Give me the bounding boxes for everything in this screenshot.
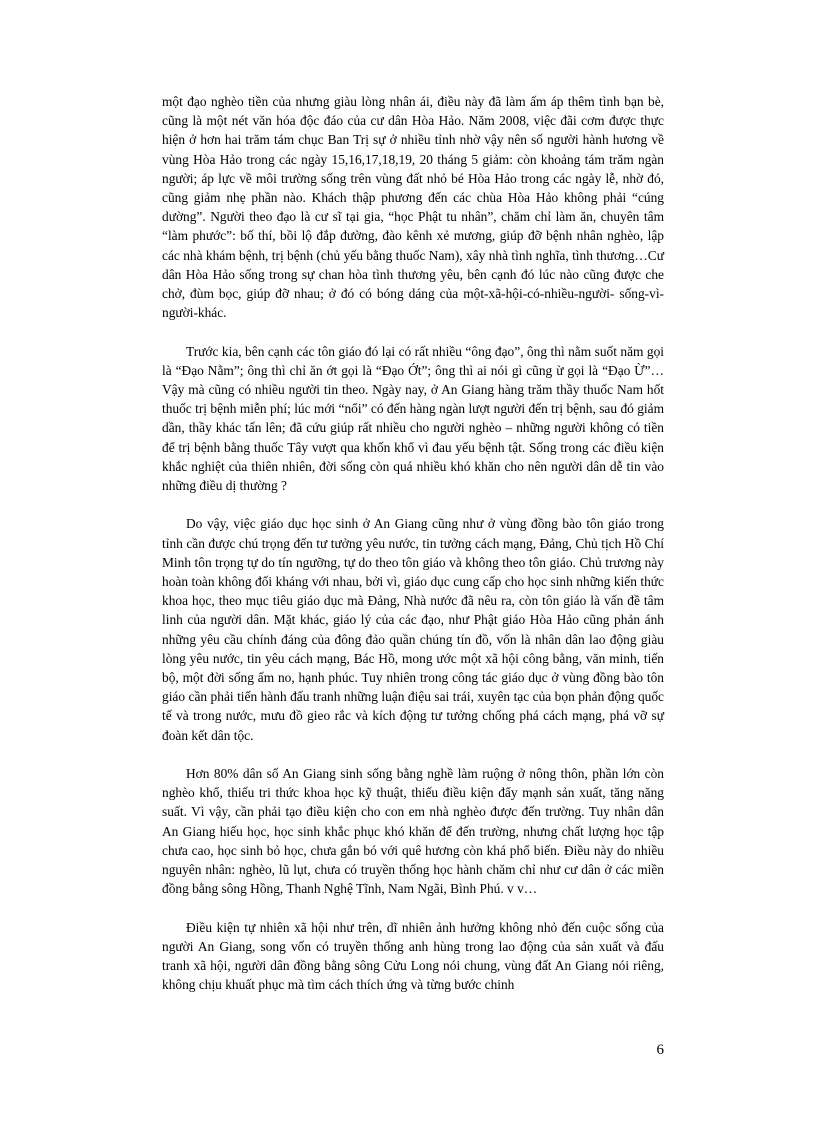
body-text (162, 92, 664, 994)
paragraph-education: Do vậy, việc giáo dục học sinh ở An Giang cũng như ở vùng đồng bào tôn giáo trong tỉnh cần được chú trọng đến tư tưởng yêu nước, tin tưởng cách mạng, Đảng, Chủ tịch Hồ Chí Minh tôn trọng tự do tín ngưỡng, tự do theo tôn giáo và không theo tôn giáo. Chủ trương này hoàn toàn không đối kháng với nhau, bởi vì, giáo dục cung cấp cho học sinh những kiến thức khoa học, theo mục tiêu giáo dục mà Đảng, Nhà nước đã nêu ra, còn tôn giáo là vấn đề tâm linh của người dân. Mặt khác, giáo lý của các đạo, như Phật giáo Hòa Hảo cũng phản ánh những yêu cầu chính đáng của đông đảo quần chúng tín đồ, vốn là nhân dân lao động giàu lòng yêu nước, tin yêu cách mạng, Bác Hồ, mong ước một xã hội công bằng, văn minh, tiến bộ, một đời sống ấm no, hạnh phúc. Tuy nhiên trong công tác giáo dục ở vùng đồng bào tôn giáo cần phải tiến hành đấu tranh những luận điệu sai trái, xuyên tạc của bọn phản động quốc tế và trong nước, mưu đồ gieo rắc và kích động tư tưởng chống phá cách mạng, phá vỡ sự đoàn kết dân tộc. (162, 516, 664, 743)
paragraph-continuation: một đạo nghèo tiền của nhưng giàu lòng nhân ái, điều này đã làm ấm áp thêm tình bạn bè, cũng là một nét văn hóa độc đáo của cư dân Hòa Hảo. Năm 2008, việc đãi cơm được thực hiện ở hơn hai trăm tám chục Ban Trị sự ở nhiều tỉnh nhờ vậy nên số người hành hương về vùng Hòa Hảo trong các ngày 15,16,17,18,19, 20 tháng 5 giảm: còn khoảng tám trăm ngàn người; áp lực về môi trường sống trên vùng đất nhỏ bé Hòa Hảo trong các ngày lễ, nhờ đó, cũng giảm nhẹ phần nào. Khách thập phương đến các chùa Hòa Hảo không phải “cúng dường”. Người theo đạo là cư sĩ tại gia, “học Phật tu nhân”, chăm chỉ làm ăn, chuyên tâm “làm phước”: bố thí, bồi lộ đắp đường, đào kênh xẻ mương, giúp đỡ bệnh nhân nghèo, lập các nhà khám bệnh, trị bệnh (chủ yếu bằng thuốc Nam), xây nhà tình nghĩa, tình thương…Cư dân Hòa Hảo sống trong sự chan hòa tình thương yêu, bên cạnh đó lúc nào cũng được che chở, đùm bọc, giúp đỡ nhau; ở đó có bóng dáng của một-xã-hội-có-nhiều-người- sống-vì-người-khác. (162, 94, 664, 321)
paragraph-natural-conditions: Điều kiện tự nhiên xã hội như trên, dĩ nhiên ảnh hưởng không nhỏ đến cuộc sống của người An Giang, song vốn có truyền thống anh hùng trong lao động của sản xuất và đấu tranh xã hội, người dân đồng bằng sông Cửu Long nói chung, vùng đất An Giang nói riêng, không chịu khuất phục mà tìm cách thích ứng và từng bước chinh (162, 919, 664, 993)
paragraph-population: Hơn 80% dân số An Giang sinh sống bằng nghề làm ruộng ở nông thôn, phần lớn còn nghèo khổ, thiếu tri thức khoa học kỹ thuật, thiếu điều kiện đẩy mạnh sản xuất, tăng năng suất. Vì vậy, cần phải tạo điều kiện cho con em nhà nghèo được đến trường. Tuy nhân dân An Giang hiếu học, học sinh khắc phục khó khăn để đến trường, nhưng chất lượng học tập chưa cao, học sinh bỏ học, chưa gắn bó với quê hương còn khá phổ biến. Điều này do nhiều nguyên nhân: nghèo, lũ lụt, chưa có truyền thống học hành chăm chỉ như cư dân ở các miền đồng bằng sông Hồng, Thanh Nghệ Tĩnh, Nam Ngãi, Bình Phú. v v… (162, 766, 664, 897)
page-number: 6 (656, 1042, 664, 1058)
paragraph-ong-dao: Trước kia, bên cạnh các tôn giáo đó lại có rất nhiều “ông đạo”, ông thì nằm suốt năm gọi là “Đạo Nằm”; ông thì chỉ ăn ớt gọi là “Đạo Ớt”; ông thì ai nói gì cũng ừ gọi là “Đạo Ừ”…Vậy mà cũng có nhiều người tin theo. Ngày nay, ở An Giang hàng trăm thầy thuốc Nam hốt thuốc trị bệnh miễn phí; lúc mới “nổi” có đến hàng ngàn lượt người đến trị bệnh, sau đó giảm dần, thầy khác tấn lên; đã cứu giúp rất nhiều cho người nghèo – những người không có tiền để trị bệnh bằng thuốc Tây vượt qua khốn khổ vì đau yếu bệnh tật. Sống trong các điều kiện khắc nghiệt của thiên nhiên, đời sống còn quá nhiều khó khăn cho nên người dân dễ tin vào những điều dị thường ? (162, 343, 664, 494)
